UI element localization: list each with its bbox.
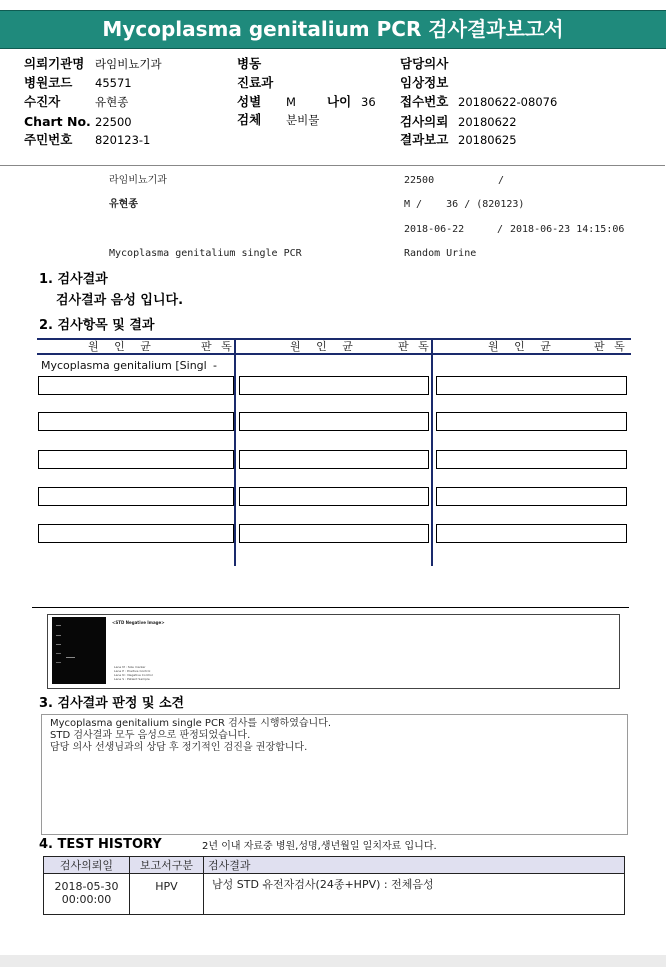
table-divider-2 — [431, 338, 433, 566]
empty-cell — [436, 450, 627, 469]
section3-heading: 3. 검사결과 판정 및 소견 — [39, 696, 185, 711]
pathogen-name: Mycoplasma genitalium [Singl — [41, 359, 207, 372]
gel-legend-item: Lane S : Patient Sample — [114, 677, 150, 681]
patient-label: 수진자 — [24, 94, 61, 109]
pathogen-result: - — [213, 359, 217, 372]
result-summary: 검사결과 음성 입니다. — [56, 293, 184, 308]
overlay-test-name: Mycoplasma genitalium single PCR — [109, 248, 302, 259]
empty-cell — [38, 450, 234, 469]
remarks-box — [41, 714, 628, 835]
overlay-name: 유현종 — [109, 199, 138, 210]
col-header-result-2: 판 독 — [398, 340, 432, 353]
history-result: 남성 STD 유전자검사(24종+HPV) : 전체음성 — [204, 874, 625, 915]
overlay-slash: / — [498, 175, 505, 186]
empty-cell — [436, 412, 627, 431]
remark-line: Mycoplasma genitalium single PCR 검사를 시행하였습니다. — [50, 718, 332, 729]
history-col-result: 검사결과 — [204, 857, 625, 874]
overlay-specimen: Random Urine — [404, 248, 477, 259]
empty-cell — [239, 524, 429, 543]
col-header-result-1: 판 독 — [201, 340, 235, 353]
col-header-result-3: 판 독 — [594, 340, 628, 353]
page-footer-strip — [0, 955, 666, 967]
receipt-no-value: 20180622-08076 — [458, 95, 558, 109]
overlay-clinic: 라임비뇨기과 — [109, 175, 167, 186]
empty-cell — [239, 376, 429, 395]
empty-cell — [436, 487, 627, 506]
ward-label: 병동 — [237, 56, 262, 71]
gel-legend-item: Lane P : Positive Control — [114, 669, 151, 673]
history-date: 2018-05-30 — [54, 880, 119, 893]
report-date-value: 20180625 — [458, 133, 517, 147]
report-date-label: 결과보고 — [400, 132, 449, 147]
section1-heading: 1. 검사결과 — [39, 272, 108, 287]
history-col-type: 보고서구분 — [130, 857, 204, 874]
history-type: HPV — [130, 874, 204, 915]
patient-value: 유현종 — [95, 95, 129, 109]
resident-no-label: 주민번호 — [24, 132, 73, 147]
gel-caption: <STD Negative Image> — [112, 620, 165, 625]
request-date-value: 20180622 — [458, 115, 517, 129]
history-date-cell — [44, 874, 130, 915]
clinic-label: 의뢰기관명 — [24, 56, 85, 71]
empty-cell — [239, 450, 429, 469]
gel-legend-item: Lane N : Negative Control — [114, 673, 153, 677]
resident-no-value: 820123-1 — [95, 133, 151, 147]
table-row — [44, 874, 625, 915]
clinical-info-label: 임상정보 — [400, 75, 449, 90]
overlay-chart: 22500 — [404, 175, 435, 186]
doctor-label: 담당의사 — [400, 56, 449, 71]
clinic-value: 라임비뇨기과 — [95, 57, 162, 71]
section4-heading: 4. TEST HISTORY — [39, 837, 162, 852]
empty-cell — [436, 376, 627, 395]
empty-cell — [38, 412, 234, 431]
age-value: 36 — [361, 95, 376, 109]
history-col-date: 검사의뢰일 — [44, 857, 130, 874]
col-header-pathogen-3: 원 인 균 — [488, 340, 557, 353]
receipt-no-label: 접수번호 — [400, 94, 449, 109]
overlay-date-sep: / — [497, 224, 504, 235]
table-divider-1 — [234, 338, 236, 566]
col-header-pathogen-1: 원 인 균 — [88, 340, 157, 353]
empty-cell — [436, 524, 627, 543]
section-divider — [32, 607, 629, 608]
specimen-value: 분비물 — [286, 113, 320, 127]
history-note: 2년 이내 자료중 병원,성명,생년월일 일치자료 입니다. — [202, 841, 437, 852]
gel-legend — [114, 665, 153, 681]
request-date-label: 검사의뢰 — [400, 114, 449, 129]
overlay-sex-age: M / 36 / (820123) — [404, 199, 525, 210]
empty-cell — [38, 376, 234, 395]
chart-no-label: Chart No. — [24, 114, 91, 129]
history-time: 00:00:00 — [61, 893, 112, 906]
gel-legend-item: Lane M : Size marker — [114, 665, 146, 669]
department-label: 진료과 — [237, 75, 274, 90]
remark-line: 담당 의사 선생님과의 상담 후 정기적인 검진을 권장합니다. — [50, 742, 308, 753]
age-label: 나이 — [327, 94, 352, 109]
section2-heading: 2. 검사항목 및 결과 — [39, 318, 155, 333]
history-table — [43, 856, 625, 915]
gel-image — [52, 617, 106, 684]
empty-cell — [38, 487, 234, 506]
overlay-date-to: 2018-06-23 14:15:06 — [510, 224, 625, 235]
sex-label: 성별 — [237, 94, 262, 109]
hospital-code-label: 병원코드 — [24, 75, 73, 90]
overlay-date-from: 2018-06-22 — [404, 224, 465, 235]
empty-cell — [239, 487, 429, 506]
specimen-label: 검체 — [237, 112, 262, 127]
remark-line: STD 검사결과 모두 음성으로 판정되었습니다. — [50, 730, 251, 741]
hospital-code-value: 45571 — [95, 76, 132, 90]
empty-cell — [239, 412, 429, 431]
col-header-pathogen-2: 원 인 균 — [290, 340, 359, 353]
empty-cell — [38, 524, 234, 543]
sex-value: M — [286, 95, 296, 109]
report-title: Mycoplasma genitalium PCR 검사결과보고서 — [0, 10, 666, 49]
chart-no-value: 22500 — [95, 115, 132, 129]
